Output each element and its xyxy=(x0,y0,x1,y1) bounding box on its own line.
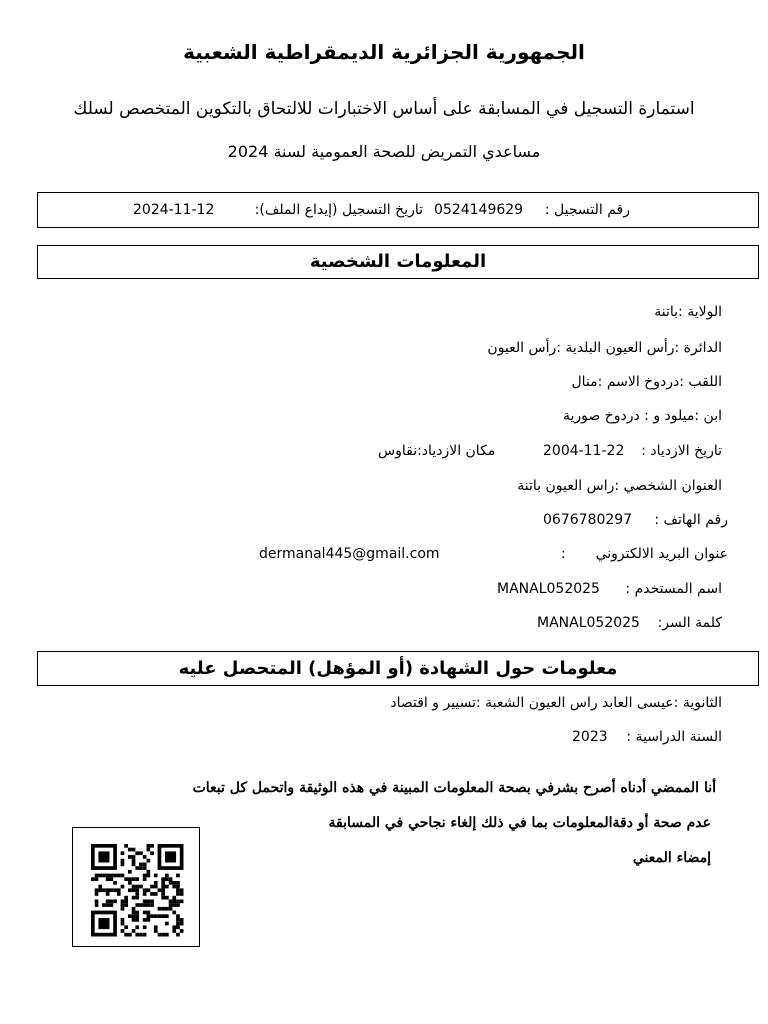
qr-code-icon xyxy=(73,828,199,946)
field-year-label: السنة الدراسية : xyxy=(626,729,722,745)
field-phone-label: رقم الهاتف : xyxy=(654,512,728,528)
field-names: اللقب :دردوخ الاسم :منال xyxy=(571,374,722,390)
field-birth-date-label: تاريخ الازدياد : xyxy=(641,443,722,459)
field-username-label: اسم المستخدم : xyxy=(625,581,722,597)
field-email-value: dermanal445@gmail.com xyxy=(259,546,440,562)
field-parents: ابن :ميلود و : دردوخ صورية xyxy=(562,408,722,424)
registration-number-value: 0524149629 xyxy=(434,202,524,218)
signature-label: إمضاء المعني xyxy=(632,850,711,866)
field-birth-place: مكان الازدياد:نقاوس xyxy=(378,443,496,459)
registration-number-label: رقم التسجيل : xyxy=(544,202,630,218)
field-username-value: MANAL052025 xyxy=(497,581,600,597)
field-phone-value: 0676780297 xyxy=(543,512,633,528)
field-address: العنوان الشخصي :راس العيون باتنة xyxy=(517,478,722,494)
section-personal-info: المعلومات الشخصية xyxy=(37,245,759,279)
section-certificate-info: معلومات حول الشهادة (أو المؤهل) المتحصل عليه xyxy=(37,651,759,686)
declaration-line2: عدم صحة أو دقةالمعلومات بما في ذلك إلغاء نجاحي في المسابقة xyxy=(328,815,711,831)
field-birth-date-value: 2004-11-22 xyxy=(543,443,625,459)
declaration-line1: أنا الممضي أدناه أصرح بشرفي بصحة المعلومات المبينة في هذه الوثيقة واتحمل كل تبعات xyxy=(192,780,716,796)
field-year-value: 2023 xyxy=(572,729,608,745)
registration-date-label: تاريخ التسجيل (إيداع الملف): xyxy=(254,202,423,218)
field-password-value: MANAL052025 xyxy=(537,615,640,631)
field-email-label: عنوان البريد الالكتروني xyxy=(595,546,728,562)
page-title: الجمهورية الجزائرية الديمقراطية الشعبية xyxy=(183,40,585,64)
field-daira-commune: الدائرة :رأس العيون البلدية :رأس العيون xyxy=(487,340,722,356)
field-email-colon: : xyxy=(561,546,566,562)
form-subtitle-line1: استمارة التسجيل في المسابقة على أساس الاختبارات للالتحاق بالتكوين المتخصص لسلك xyxy=(73,99,695,119)
field-school-stream: الثانوية :عيسى العابد راس العيون الشعبة :تسيير و اقتصاد xyxy=(390,695,722,711)
qr-code xyxy=(72,827,200,947)
field-password-label: كلمة السر: xyxy=(657,615,722,631)
form-subtitle-line2: مساعدي التمريض للصحة العمومية لسنة 2024 xyxy=(227,142,541,161)
registration-box xyxy=(37,192,759,228)
registration-date-value: 2024-11-12 xyxy=(133,202,215,218)
field-wilaya: الولاية :باتنة xyxy=(654,304,722,320)
